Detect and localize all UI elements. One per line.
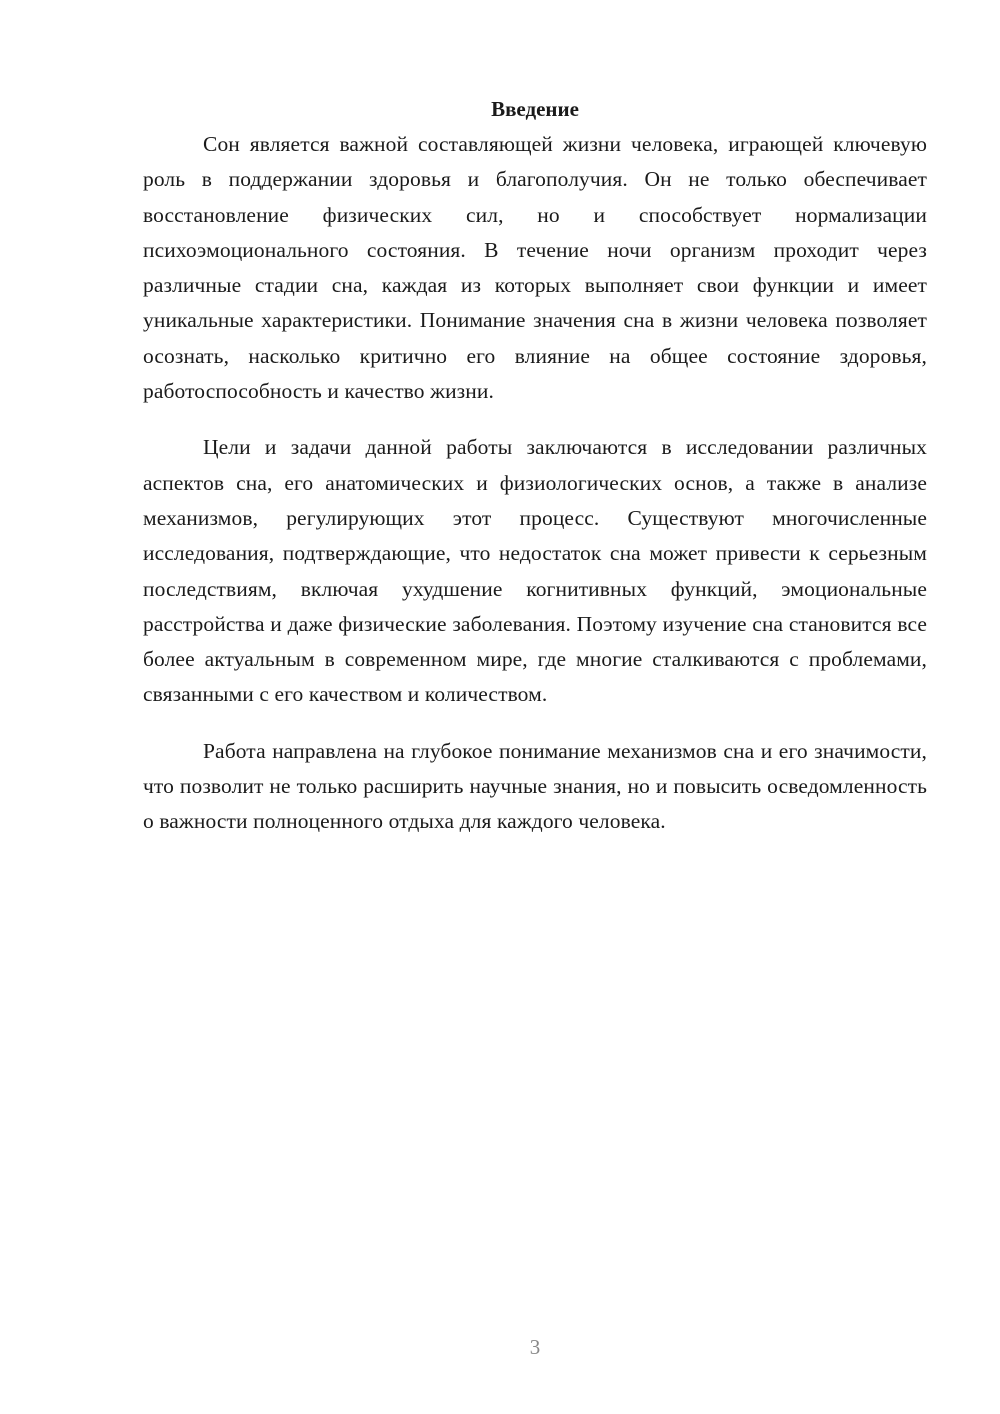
paragraph-goals: Цели и задачи данной работы заключаются в исследовании различных аспектов сна, его анатомических и физиологических основ, а также в анализе механизмов, регулирующих этот процесс. Существуют многочисленные исследования, подтверждающие, что недостаток сна может привести к серьезным последствиям, включая ухудшение когнитивных функций, эмоциональные расстройства и даже физические заболевания. Поэтому изучение сна становится все более актуальным в современном мире, где многие сталкиваются с проблемами, связанными с его качеством и количеством. bbox=[143, 435, 927, 707]
paragraph-intro: Сон является важной составляющей жизни человека, играющей ключевую роль в поддержании здоровья и благополучия. Он не только обеспечивает восстановление физических сил, но и способствует нормализации психоэмоционального состояния. В течение ночи организм проходит через различные стадии сна, каждая из которых выполняет свои функции и имеет уникальные характеристики. Понимание значения сна в жизни человека позволяет осознать, насколько критично его влияние на общее состояние здоровья, работоспособность и качество жизни. bbox=[143, 132, 927, 404]
page-content bbox=[143, 92, 927, 861]
paragraph-summary: Работа направлена на глубокое понимание механизмов сна и его значимости, что позволит не только расширить научные знания, но и повысить осведомленность о важности полноценного отдыха для каждого человека. bbox=[143, 738, 927, 834]
section-heading: Введение bbox=[491, 97, 579, 121]
page-number: 3 bbox=[529, 1335, 541, 1359]
